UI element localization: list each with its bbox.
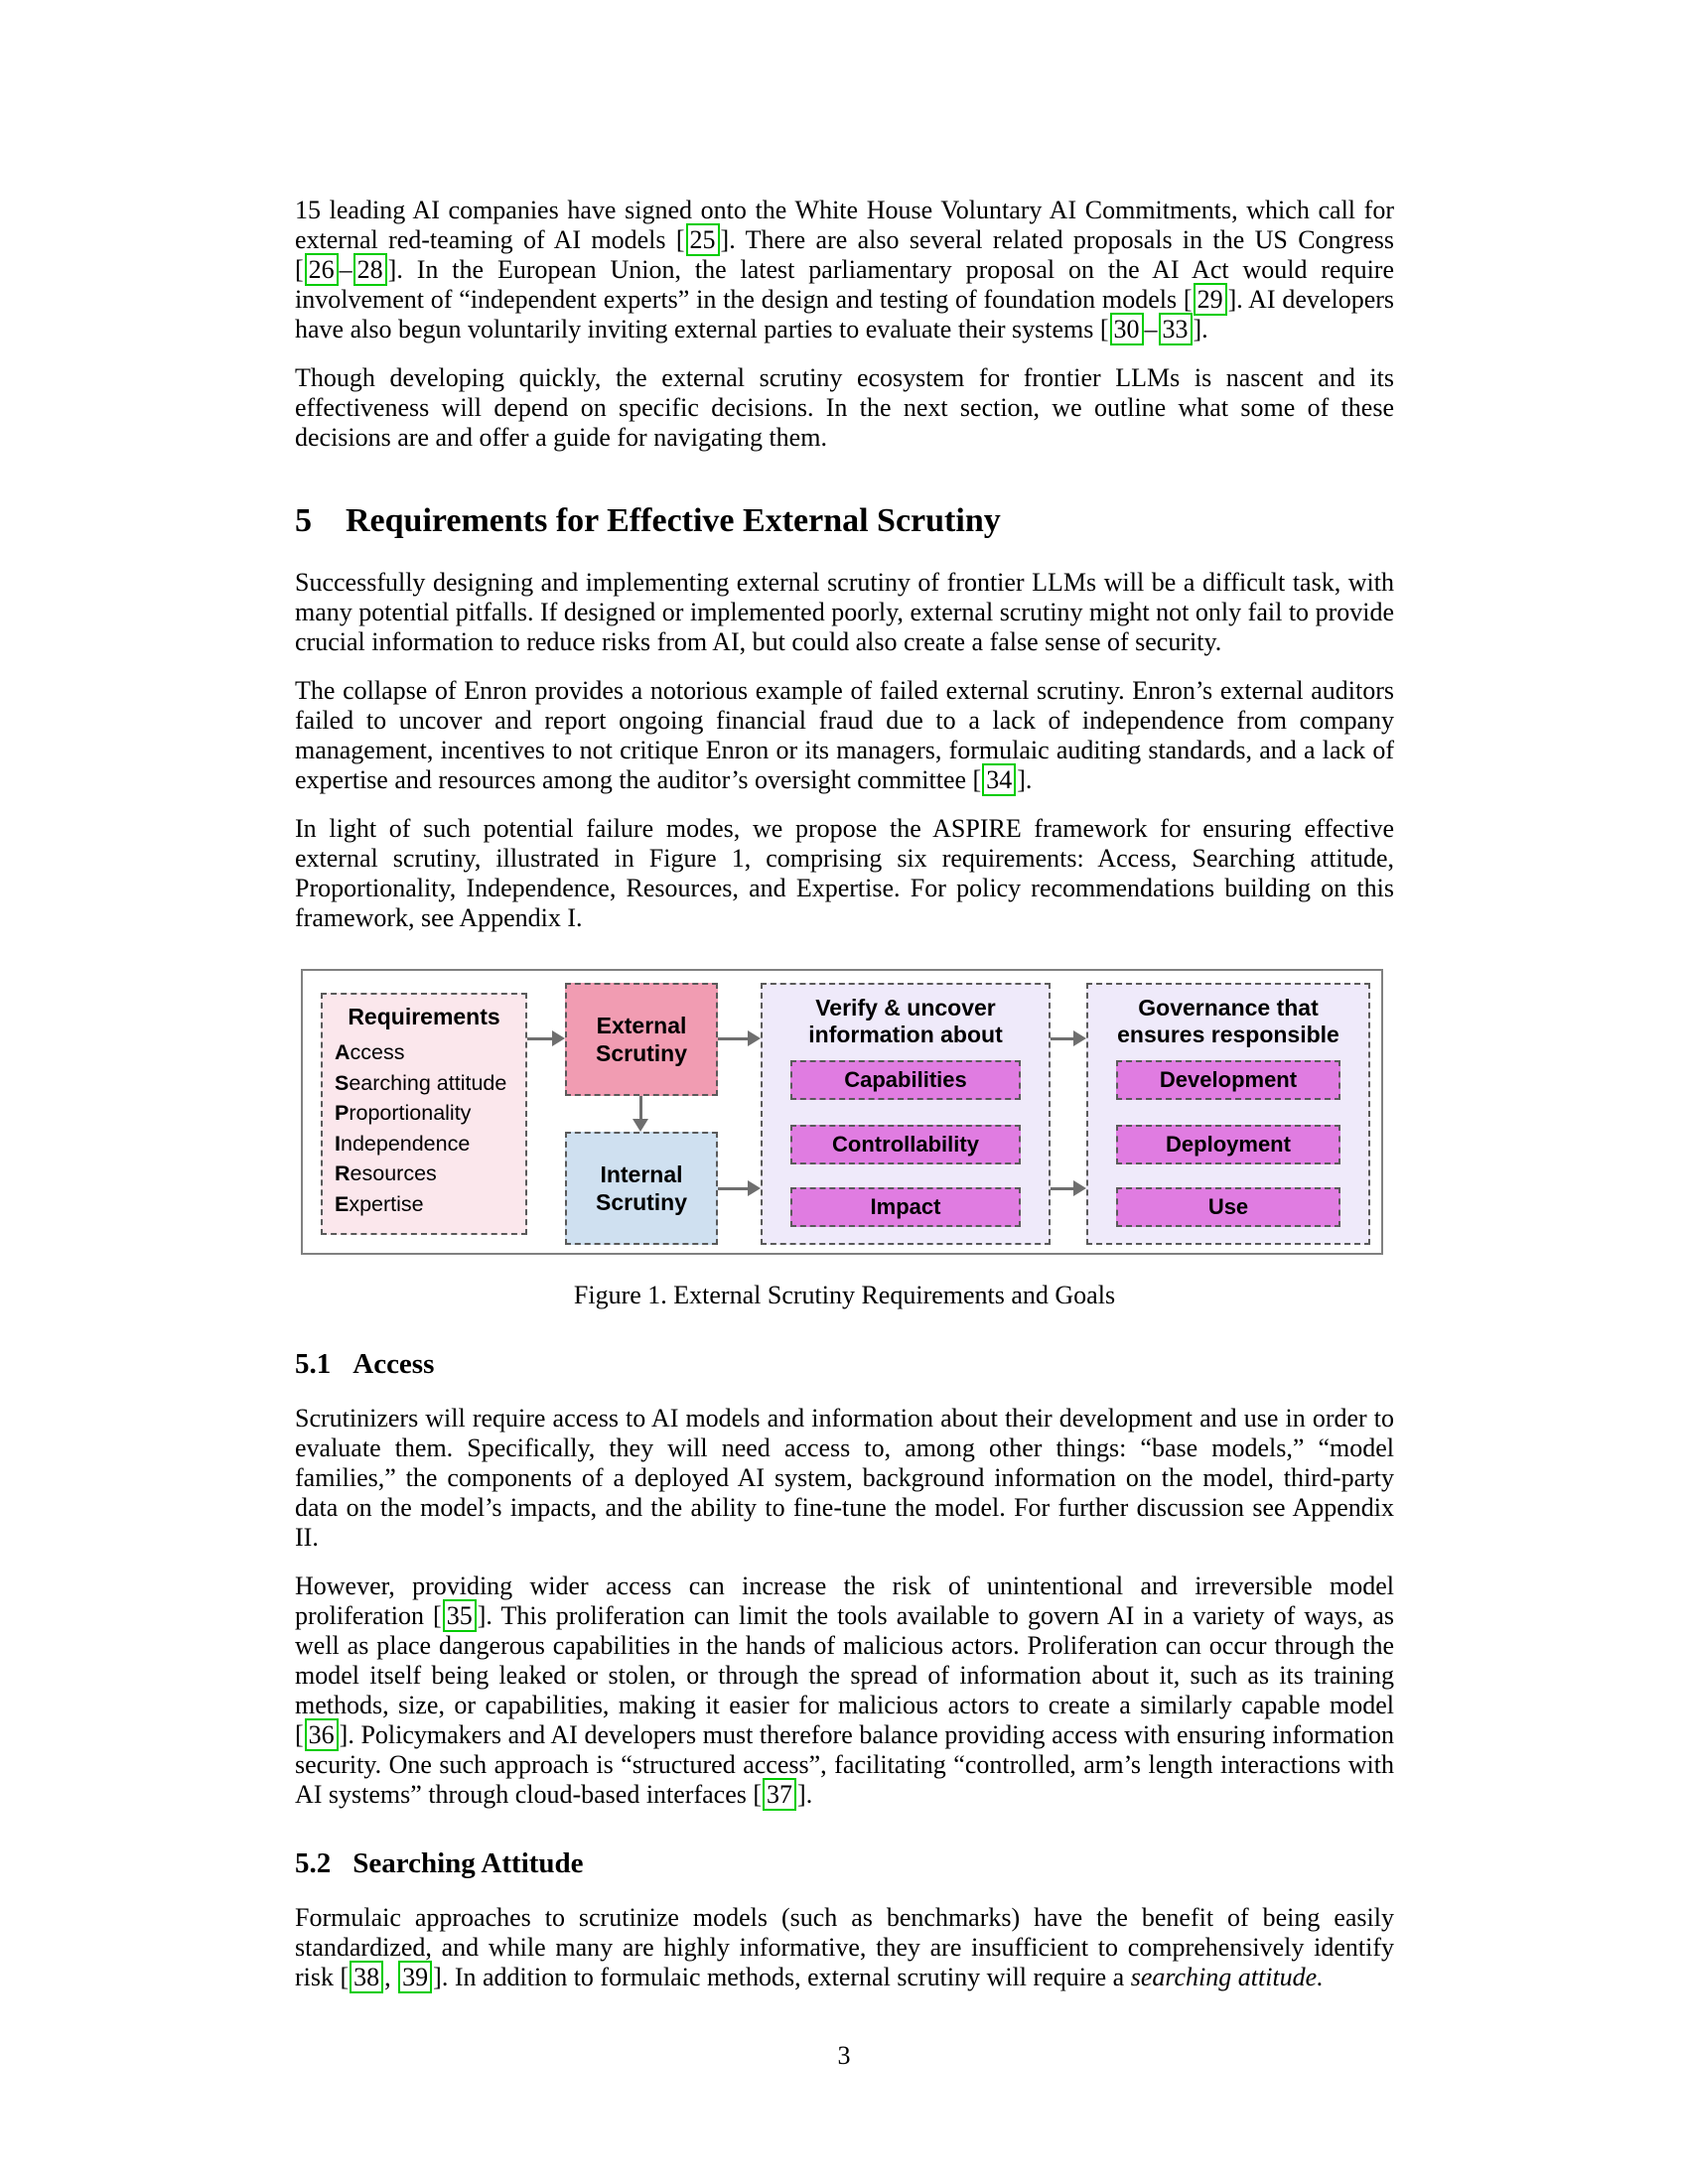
requirement-item: Expertise	[335, 1191, 424, 1216]
governance-panel	[1086, 983, 1370, 1245]
citation-link[interactable]: 36	[305, 1718, 339, 1751]
requirement-item: Proportionality	[335, 1101, 472, 1125]
citation-link[interactable]: 39	[398, 1961, 432, 1993]
arrow-right-icon	[1051, 1037, 1073, 1040]
subsection-title: Searching Attitude	[352, 1847, 584, 1879]
page-number: 3	[837, 2041, 851, 2070]
subsection-heading	[295, 1847, 1394, 1879]
requirement-item: Access	[335, 1040, 405, 1064]
citation-link[interactable]: 33	[1159, 313, 1193, 345]
internal-scrutiny-box: Internal Scrutiny	[565, 1132, 718, 1245]
subsection-heading	[295, 1348, 1394, 1380]
verify-uncover-title: Verify & uncover information about	[808, 995, 1003, 1047]
verify-uncover-panel	[761, 983, 1051, 1245]
citation-link[interactable]: 25	[686, 223, 720, 256]
section-number: 5	[295, 502, 312, 539]
figure-caption: Figure 1. External Scrutiny Requirements and Goals	[573, 1281, 1116, 1309]
requirement-item: Independence	[335, 1131, 471, 1156]
citation-link[interactable]: 38	[350, 1961, 383, 1993]
requirements-panel	[321, 993, 527, 1235]
subsection-title: Access	[352, 1348, 435, 1380]
paragraph: In light of such potential failure modes, we propose the ASPIRE framework for ensuring effective external scrutiny, illustrated in Figure 1, comprising six requirements: Access, Searching attitude, Proportionality, Independence, Resources, and Expertise. For policy recommendations building on this framework, see Appendix I.	[295, 814, 1394, 932]
figure-1-diagram	[301, 969, 1383, 1255]
citation-link[interactable]: 30	[1110, 313, 1144, 345]
citation-link[interactable]: 29	[1194, 283, 1227, 316]
requirement-item: Resources	[335, 1161, 437, 1185]
arrow-right-icon	[527, 1037, 552, 1040]
impact-box: Impact	[790, 1187, 1021, 1227]
paragraph: The collapse of Enron provides a notorious example of failed external scrutiny. Enron’s external auditors failed to uncover and report ongoing financial fraud due to a lack of independence from company management, incentives to not critique Enron or its managers, formulaic auditing standards, and a lack of expertise and resources among the auditor’s oversight committee [ 34 ].	[295, 676, 1394, 794]
arrow-right-icon	[1051, 1187, 1073, 1190]
external-scrutiny-box: External Scrutiny	[565, 983, 718, 1096]
requirement-item: Searching attitude	[335, 1070, 507, 1095]
citation-link[interactable]: 34	[982, 763, 1016, 796]
use-box: Use	[1116, 1187, 1340, 1227]
capabilities-box: Capabilities	[790, 1060, 1021, 1100]
citation-link[interactable]: 37	[763, 1778, 796, 1811]
section-heading	[295, 502, 1394, 540]
subsection-number: 5.2	[295, 1847, 332, 1879]
citation-link[interactable]: 35	[443, 1599, 477, 1632]
paragraph: Formulaic approaches to scrutinize models (such as benchmarks) have the benefit of being easily standardized, and while many are highly informative, they are insufficient to comprehensively identify risk [ 38 , 39 ]. In addition to formulaic methods, external scrutiny will require a searching attitude.	[295, 1903, 1394, 1991]
paragraph: Successfully designing and implementing external scrutiny of frontier LLMs will be a difficult task, with many potential pitfalls. If designed or implemented poorly, external scrutiny might not only fail to provide crucial information to reduce risks from AI, but could also create a false sense of security.	[295, 568, 1394, 656]
deployment-box: Deployment	[1116, 1125, 1340, 1164]
paragraph: Though developing quickly, the external scrutiny ecosystem for frontier LLMs is nascent and its effectiveness will depend on specific decisions. In the next section, we outline what some of these decisions are and offer a guide for navigating them.	[295, 363, 1394, 452]
subsection-number: 5.1	[295, 1348, 332, 1380]
paragraph: However, providing wider access can increase the risk of unintentional and irreversible model proliferation [ 35 ]. This proliferation can limit the tools available to govern AI in a variety of ways, as well as place dangerous capabilities in the hands of malicious actors. Proliferation can occur through the model itself being leaked or stolen, or through the spread of information about it, such as its training methods, size, or capabilities, making it easier for malicious actors to create a similarly capable model [ 36 ]. Policymakers and AI developers must therefore balance providing access with ensuring information security. One such approach is “structured access”, facilitating “controlled, arm’s length interactions with AI systems” through cloud-based interfaces [ 37 ].	[295, 1571, 1395, 1809]
requirements-title: Requirements	[348, 1004, 500, 1029]
paragraph: 15 leading AI companies have signed onto the White House Voluntary AI Commitments, which call for external red-teaming of AI models [ 25 ]. There are also several related proposals in the US Congress [ 26 – 28 ]. In the European Union, the latest parliamentary proposal on the AI Act would require involvement of “independent experts” in the design and testing of foundation models [ 29 ]. AI developers have also begun voluntarily inviting external parties to evaluate their systems [ 30 – 33 ].	[295, 196, 1395, 343]
paragraph: Scrutinizers will require access to AI models and information about their development and use in order to evaluate them. Specifically, they will need access to, among other things: “base models,” “model families,” the components of a deployed AI system, background information on the model, third-party data on the model’s impacts, and the ability to fine-tune the model. For further discussion see Appendix II.	[295, 1404, 1394, 1552]
section-title: Requirements for Effective External Scrutiny	[346, 502, 1001, 539]
arrow-down-icon	[639, 1096, 642, 1119]
citation-link[interactable]: 26	[305, 253, 339, 286]
governance-title: Governance that ensures responsible	[1117, 995, 1339, 1047]
development-box: Development	[1116, 1060, 1340, 1100]
text-column	[295, 196, 1394, 2011]
controllability-box: Controllability	[790, 1125, 1021, 1164]
requirements-items	[323, 1030, 525, 1219]
arrow-right-icon	[718, 1187, 748, 1190]
citation-link[interactable]: 28	[353, 253, 387, 286]
arrow-right-icon	[718, 1037, 748, 1040]
